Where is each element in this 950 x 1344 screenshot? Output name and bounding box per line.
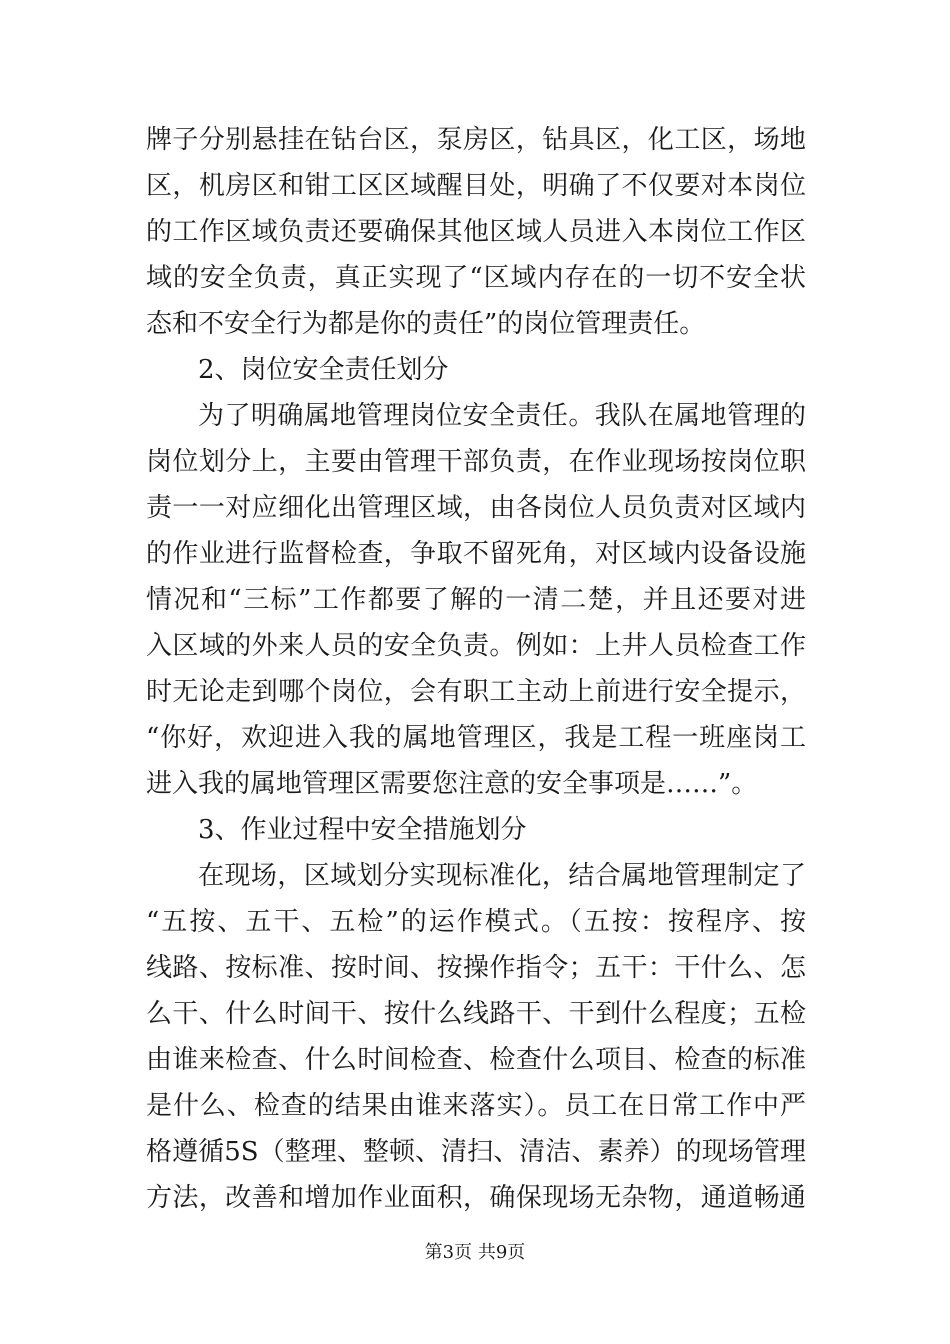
text-line: 么干、什么时间干、按什么线路干、干到什么程度；五检 bbox=[146, 999, 806, 1029]
text-line: 线路、按标准、按时间、按操作指令；五干：干什么、怎 bbox=[146, 953, 806, 983]
text-line: 态和不安全行为都是你的责任”的岗位管理责任。 bbox=[146, 309, 706, 339]
text-line: 格遵循5S（整理、整顿、清扫、清洁、素养）的现场管理 bbox=[146, 1137, 806, 1167]
text-line: 域的安全负责，真正实现了“区域内存在的一切不安全状 bbox=[146, 263, 806, 293]
page-footer: 第3页 共9页 bbox=[424, 1242, 526, 1263]
text-line: 是什么、检查的结果由谁来落实）。员工在日常工作中严 bbox=[146, 1091, 806, 1121]
section-heading: 2、岗位安全责任划分 bbox=[198, 355, 449, 385]
text-line: 进入我的属地管理区需要您注意的安全事项是……”。 bbox=[146, 769, 758, 799]
text-line: 牌子分别悬挂在钻台区，泵房区，钻具区，化工区，场地 bbox=[146, 125, 806, 155]
text-line: 由谁来检查、什么时间检查、检查什么项目、检查的标准 bbox=[146, 1045, 806, 1075]
text-line: 区，机房区和钳工区区域醒目处，明确了不仅要对本岗位 bbox=[146, 171, 806, 201]
paragraph-first-line: 为了明确属地管理岗位安全责任。我队在属地管理的 bbox=[198, 401, 806, 431]
text-line: 责一一对应细化出管理区域，由各岗位人员负责对区域内 bbox=[146, 493, 806, 523]
text-line: 情况和“三标”工作都要了解的一清二楚，并且还要对进 bbox=[146, 585, 806, 615]
text-line: 的工作区域负责还要确保其他区域人员进入本岗位工作区 bbox=[146, 217, 806, 247]
paragraph-first-line: 在现场，区域划分实现标准化，结合属地管理制定了 bbox=[198, 861, 806, 891]
text-line: 时无论走到哪个岗位，会有职工主动上前进行安全提示， bbox=[146, 677, 806, 707]
text-line: 的作业进行监督检查，争取不留死角，对区域内设备设施 bbox=[146, 539, 806, 569]
text-line: 方法，改善和增加作业面积，确保现场无杂物，通道畅通 bbox=[146, 1183, 806, 1213]
text-line: 岗位划分上，主要由管理干部负责，在作业现场按岗位职 bbox=[146, 447, 806, 477]
text-line: 入区域的外来人员的安全负责。例如：上井人员检查工作 bbox=[146, 631, 806, 661]
text-line: “五按、五干、五检”的运作模式。（五按：按程序、按 bbox=[146, 907, 806, 937]
section-heading: 3、作业过程中安全措施划分 bbox=[198, 815, 527, 845]
text-line: “你好，欢迎进入我的属地管理区，我是工程一班座岗工 bbox=[146, 723, 806, 753]
